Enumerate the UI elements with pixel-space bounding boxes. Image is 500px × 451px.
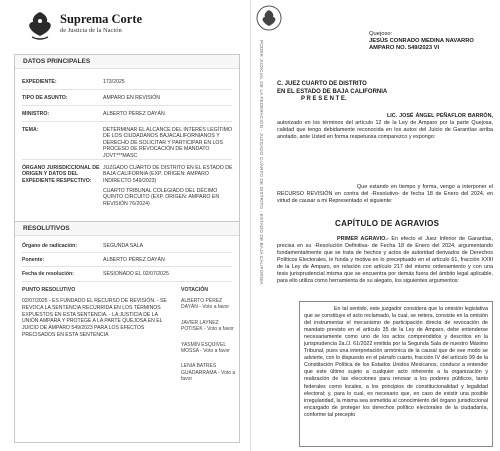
col-votacion: VOTACIÓN xyxy=(181,287,208,293)
row-label: Órgano de radicación: xyxy=(22,243,78,249)
intro-text: autorizado en los términos del artículo 12 de la Ley de Amparo por la parte Quejosa, calidad que tengo debidamente reconocida en los autos del Juicio de Garantías arriba anotado, ante Usted en forma respetuosa comparezco y expongo: xyxy=(277,120,493,141)
quoted-text: En tal sentido, este juzgador considera que la omisión legislativa que se constituye el acto reclamado, la cual, se reitera, consiste en la omisión del instrumentar el mecanismo de participación directa de revocación de mandato previsto en el artículo 35 de la Ley de Amparo, debe entenderse necesariamente como uno de los actos comprendidos y descritos en la jurisprudencia 2a./J. 61/2022 emitida por la Segunda Sala de nuestro Máximo Tribunal, pues una interpretación armónica de la causal que de ese modo se advierte, con lo dispuesto en el párrafo cuarto, fracción IV del artículo 99 de la Constitución Política de los Estados Unidos Mexicanos, conduce a entender que este último sujeto a cualquier acto inherente a la organización y realización de las elecciones para renovar a los poderes públicos, tanto federales como locales, a los principios de constitucionalidad y legalidad electoral; y, para lo cual, es necesario que, en caso de existir una posible irregularidad, la misma sea sometida al conocimiento del órgano jurisdiccional encargado de proteger los derechos político electorales de la ciudadanía, conforme tal precepto xyxy=(304,306,488,418)
divider xyxy=(22,159,232,160)
divider xyxy=(22,89,232,90)
quejoso-label: Quejoso: xyxy=(369,31,393,37)
row-label: ÓRGANO JURISDICCIONAL DE ORIGEN Y DATOS DEL EXPEDIENTE RESPECTIVO: xyxy=(22,165,100,184)
vote-item: JAVIER LAYNEZ POTISEK - Voto a favor xyxy=(181,319,234,333)
panel-title: DATOS PRINCIPALES xyxy=(15,55,239,69)
institution-subtitle: de Justicia de la Nación xyxy=(60,27,122,34)
divider xyxy=(22,105,232,106)
row-label: MINISTRO: xyxy=(22,111,50,117)
row-label: TEMA: xyxy=(22,127,39,133)
panel-title: RESOLUTIVOS xyxy=(15,222,239,236)
institution-name: Suprema Corte xyxy=(60,12,143,26)
agravio-text: En efecto el Juez Inferior de Garantías, precisa en su -Resolución Definitiva- de Fecha 18 de Enero del 2024, argumentando fundamentalmente que se trata de hechos y actos de autoridad derivados de Derechos Políticos Electorales, le funda y motiva en lo preceptuado en el artículo 61, fracción XXIII de la Ley de Amparo, en relación con artículo 217 del mismo ordenamiento y con una tesis jurisprudencial misma que se encuentra por demás fuera del ámbito legal aplicable, para ello utiliza como herramienta de su alegato, los siguientes argumentos: xyxy=(277,236,494,285)
addressee-block xyxy=(277,81,387,104)
legal-brief-page xyxy=(250,0,500,451)
resolutivos-panel xyxy=(14,221,240,443)
mexican-eagle-seal-icon xyxy=(255,4,283,32)
divider xyxy=(22,252,232,253)
row-value: SESIONADO EL 02/07/2025 xyxy=(103,271,169,277)
quejoso-name: JESÚS CONRADO MEDINA NAVARRO xyxy=(369,38,474,45)
row-label: Ponente: xyxy=(22,257,45,263)
agravio-lead: PRIMER AGRAVIO.- xyxy=(337,236,389,242)
primer-agravio-paragraph xyxy=(277,236,493,285)
section-heading: CAPÍTULO DE AGRAVIOS xyxy=(335,219,440,228)
quoted-block xyxy=(299,301,493,447)
row-value: ALBERTO PÉREZ DAYÁN xyxy=(103,257,165,263)
recurso-paragraph xyxy=(277,184,493,205)
row-value: ALBERTO PÉREZ DAYÁN xyxy=(103,111,165,117)
margin-vertical-text xyxy=(257,40,265,420)
row-value: CUARTO TRIBUNAL COLEGIADO DEL DÉCIMO QUINTO CIRCUITO (EXP. ORIGEN: AMPARO EN REVISIÓN 76/2024) xyxy=(103,188,220,207)
punto-resolutivo-text: 02/07/2025 - ES FUNDADO EL RECURSO DE REVISIÓN. - SE REVOCA LA SENTENCIA RECURRIDA EN LOS TÉRMINOS EXPUESTOS EN ESTA SENTENCIA. - LA JUSTICIA DE LA UNIÓN AMPARA Y PROTEGE A LA PARTE QUEJOSA EN EL JUICIO DE AMPARO 549/2023 PARA LOS EFECTOS PRECISADOS EN ESTA SENTENCIA xyxy=(22,298,167,338)
margin-text: PODER JUDICIAL DE LA FEDERACIÓN · JUZGADO CUARTO DE DISTRITO · ESTADO DE BAJA CALIFORNIA xyxy=(259,40,264,285)
addressee-line: C. JUEZ CUARTO DE DISTRITO xyxy=(277,81,367,87)
row-value: DETERMINAR EL ALCANCE DEL INTERÉS LEGÍTIMO DE LOS CIUDADANOS BAJACALIFORNIANOS Y DERECHO DE SOLICITAR Y PARTICIPAR EN LOS PROCESO DE REVOCACIÓN DE MANDATO JOVT***MASC xyxy=(103,127,233,159)
vote-item: ALBERTO PÉREZ DAYÁN - Voto a favor xyxy=(181,298,229,311)
divider xyxy=(22,121,232,122)
addressee-line: EN EL ESTADO DE BAJA CALIFORNIA xyxy=(277,88,388,95)
divider xyxy=(22,281,232,282)
row-value: SEGUNDA SALA xyxy=(103,243,144,249)
row-value: JUZGADO CUARTO DE DISTRITO EN EL ESTADO DE BAJA CALIFORNIA (EXP. ORIGEN: AMPARO INDIRECTO 549/2023) xyxy=(103,165,233,184)
row-label: Fecha de resolución: xyxy=(22,271,74,277)
row-label: EXPEDIENTE: xyxy=(22,79,57,85)
intro-paragraph xyxy=(277,113,493,141)
quejoso-block xyxy=(369,31,474,53)
row-label: TIPO DE ASUNTO: xyxy=(22,95,68,101)
col-punto-resolutivo: PUNTO RESOLUTIVO xyxy=(22,287,76,293)
mexican-eagle-seal-icon xyxy=(26,10,54,40)
divider xyxy=(22,266,232,267)
addressee-line: P R E S E N T E. xyxy=(301,96,347,102)
row-value: 173/2025 xyxy=(103,79,125,85)
row-value: AMPARO EN REVISIÓN xyxy=(103,95,160,101)
votes-list xyxy=(181,298,236,392)
lawyer-name: LIC. JOSÉ ÁNGEL PEÑAFLOR BARRÓN, xyxy=(387,113,493,119)
vote-item: LENIA BATRES GUADARRAMA - Voto a favor xyxy=(181,363,236,383)
vote-item: YASMÍN ESQUIVEL MOSSA - Voto a favor xyxy=(181,341,230,355)
recurso-text: Que estando en tiempo y forma, vengo a interponer el RECURSO REVISIÓN en contra del -Resolutivo- de fecha 18 de Enero del 2024, en virtud de causar a mi Representado el siguiente: xyxy=(277,184,493,205)
scjn-header xyxy=(26,10,226,44)
amparo-number: AMPARO NO. 549/2023 VI xyxy=(369,45,440,52)
